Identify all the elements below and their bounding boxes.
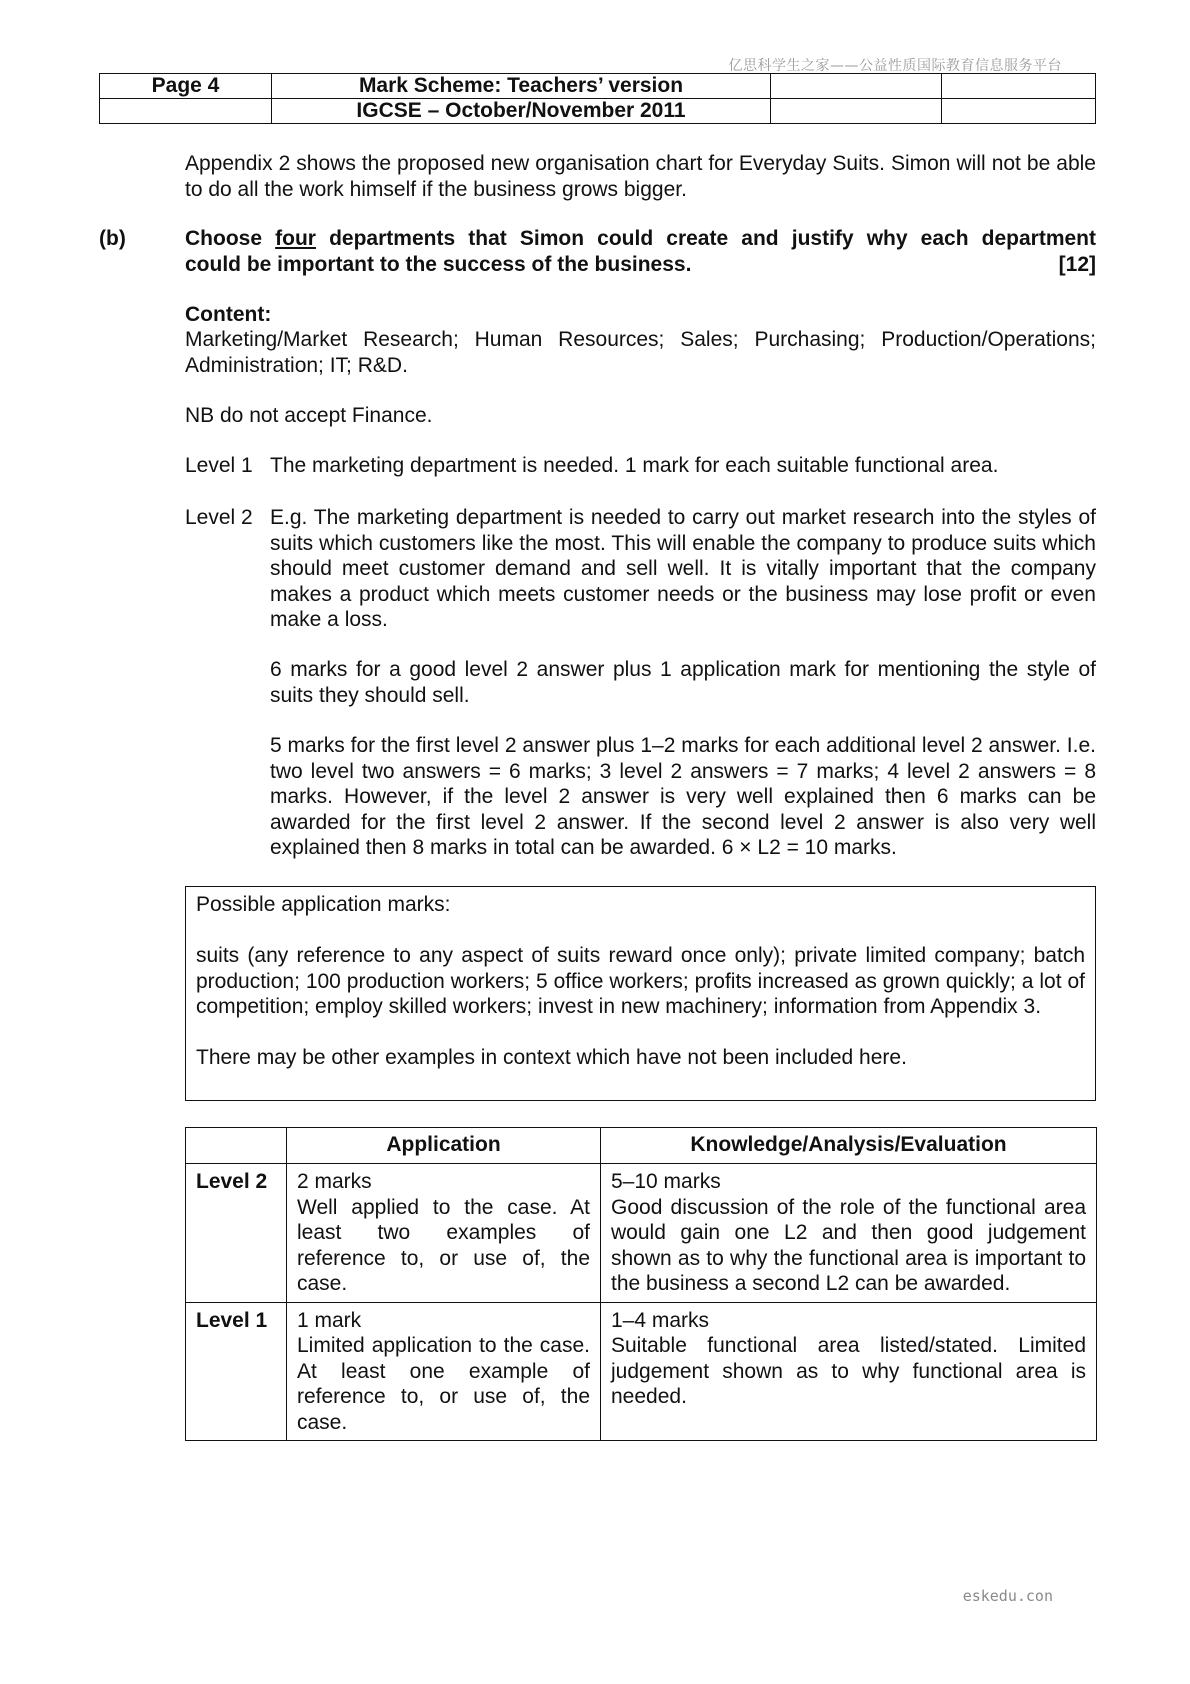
- table-row: [186, 1164, 1097, 1303]
- level-1-text: The marketing department is needed. 1 mark for each suitable functional area.: [270, 454, 999, 477]
- marks-table-header: Knowledge/Analysis/Evaluation: [601, 1128, 1097, 1164]
- intro-paragraph: Appendix 2 shows the proposed new organisation chart for Everyday Suits. Simon will not be able to do all the work himself if the business grows bigger.: [185, 152, 1096, 201]
- question-marks: [12]: [1058, 252, 1096, 276]
- kae-marks: 1–4 marks: [611, 1308, 710, 1332]
- header-empty-cell: [771, 99, 942, 124]
- marks-table-header-row: [186, 1128, 1097, 1164]
- kae-marks: 5–10 marks: [611, 1170, 721, 1193]
- watermark-bottom: eskedu.con: [962, 1587, 1053, 1605]
- kae-description: Suitable functional area listed/stated. Limited judgement shown as to why functional area is needed.: [611, 1334, 1086, 1408]
- page-number: Page 4: [100, 74, 272, 99]
- level-2-label: Level 2: [185, 506, 253, 529]
- content-heading: Content:: [185, 303, 272, 326]
- application-description: Well applied to the case. At least two examples of reference to, or use of, the case.: [297, 1195, 590, 1295]
- question-line-2: [185, 252, 1096, 278]
- level-cell: Level 2: [186, 1164, 287, 1303]
- question-label: (b): [99, 227, 126, 250]
- application-box-footer: There may be other examples in context which have not been included here.: [196, 1046, 907, 1069]
- question-text: [185, 226, 1096, 277]
- question-line-1: Choose four departments that Simon could create and justify why each department: [185, 227, 1097, 250]
- level-cell: Level 1: [186, 1302, 287, 1441]
- table-row: [186, 1302, 1097, 1441]
- header-empty-cell: [100, 99, 272, 124]
- application-marks-box: [185, 886, 1096, 1101]
- page-subtitle: IGCSE – October/November 2011: [272, 99, 771, 124]
- header-empty-cell: [942, 99, 1096, 124]
- level-2-paragraph: 6 marks for a good level 2 answer plus 1 application mark for mentioning the style of suits they should sell.: [270, 658, 1096, 707]
- marks-table: [185, 1127, 1097, 1441]
- application-box-heading: Possible application marks:: [196, 893, 451, 916]
- application-marks: 2 marks: [297, 1170, 372, 1193]
- kae-description: Good discussion of the role of the functional area would gain one L2 and then good judgement shown as to why the functional area is important to the business a second L2 can be awarded.: [611, 1195, 1086, 1295]
- kae-cell: [601, 1164, 1097, 1303]
- application-description: Limited application to the case. At least one example of reference to, or use of, the case.: [297, 1334, 590, 1434]
- level-2-paragraph: 5 marks for the first level 2 answer plus 1–2 marks for each additional level 2 answer. I.e. two level two answers = 6 marks; 3 level 2 answers = 7 marks; 4 level 2 answers = 8 marks. However, if the level 2 answer is very well explained then 6 marks can be awarded for the first level 2 answer. If the second level 2 answer is also very well explained then 8 marks in total can be awarded. 6 × L2 = 10 marks.: [270, 734, 1096, 859]
- application-box-body: suits (any reference to any aspect of suits reward once only); private limited company; batch production; 100 production workers; 5 office workers; profits increased as grown quickly; a lot of competition; employ skilled workers; invest in new machinery; information from Appendix 3.: [196, 944, 1085, 1018]
- application-cell: [287, 1302, 601, 1441]
- header-empty-cell: [771, 74, 942, 99]
- marks-table-header: [186, 1128, 287, 1164]
- question-line-2-text: could be important to the success of the business.: [185, 252, 692, 276]
- header-empty-cell: [942, 74, 1096, 99]
- content-list: Marketing/Market Research; Human Resources; Sales; Purchasing; Production/Operations; Administration; IT; R&D.: [185, 328, 1096, 377]
- watermark-top: 亿思科学生之家——公益性质国际教育信息服务平台: [728, 58, 1062, 74]
- page-title: Mark Scheme: Teachers’ version: [272, 74, 771, 99]
- application-marks: 1 mark: [297, 1308, 362, 1332]
- marks-table-header: Application: [287, 1128, 601, 1164]
- question-emphasis: four: [275, 227, 316, 250]
- level-1-label: Level 1: [185, 454, 253, 477]
- application-cell: [287, 1164, 601, 1303]
- nb-note: NB do not accept Finance.: [185, 404, 433, 427]
- kae-cell: [601, 1302, 1097, 1441]
- header-table: [99, 73, 1096, 124]
- level-2-paragraph: E.g. The marketing department is needed to carry out market research into the styles of suits which customers like the most. This will enable the company to produce suits which should meet customer demand and sell well. It is vitally important that the company makes a product which meets customer needs or the business may lose profit or even make a loss.: [270, 506, 1096, 631]
